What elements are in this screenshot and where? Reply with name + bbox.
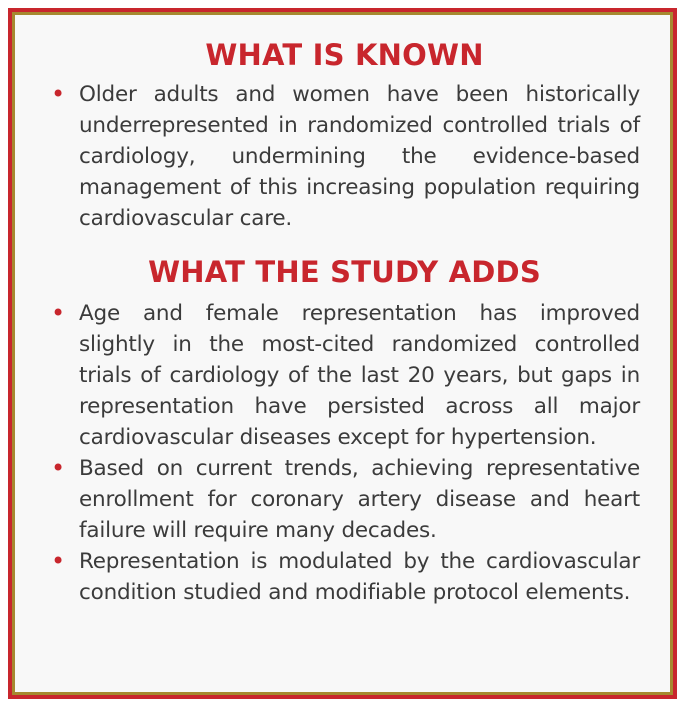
what-is-known-list — [49, 79, 640, 234]
what-the-study-adds-list — [49, 298, 640, 608]
list-item-text: Based on current trends, achieving representative enrollment for coronary artery disease and heart failure will require many decades. — [79, 456, 640, 543]
bullet-icon: • — [51, 547, 65, 575]
list-item — [49, 546, 640, 608]
bullet-icon: • — [51, 299, 65, 327]
list-item — [49, 298, 640, 453]
outer-red-border — [8, 8, 677, 699]
list-item — [49, 453, 640, 546]
bullet-icon: • — [51, 454, 65, 482]
summary-panel — [15, 15, 670, 692]
list-item-text: Representation is modulated by the cardiovascular condition studied and modifiable protocol elements. — [79, 549, 640, 605]
list-item-text: Age and female representation has improved slightly in the most-cited randomized controlled trials of cardiology of the last 20 years, but gaps in representation have persisted across all major cardiovascular diseases except for hypertension. — [79, 301, 640, 450]
list-item — [49, 79, 640, 234]
gold-border — [12, 12, 673, 695]
what-the-study-adds-heading: WHAT THE STUDY ADDS — [148, 255, 541, 289]
list-item-text: Older adults and women have been historically underrepresented in randomized controlled trials of cardiology, undermining the evidence-based management of this increasing population requiring cardiovascular care. — [79, 82, 640, 231]
bullet-icon: • — [51, 80, 65, 108]
what-is-known-heading: WHAT IS KNOWN — [205, 38, 484, 72]
